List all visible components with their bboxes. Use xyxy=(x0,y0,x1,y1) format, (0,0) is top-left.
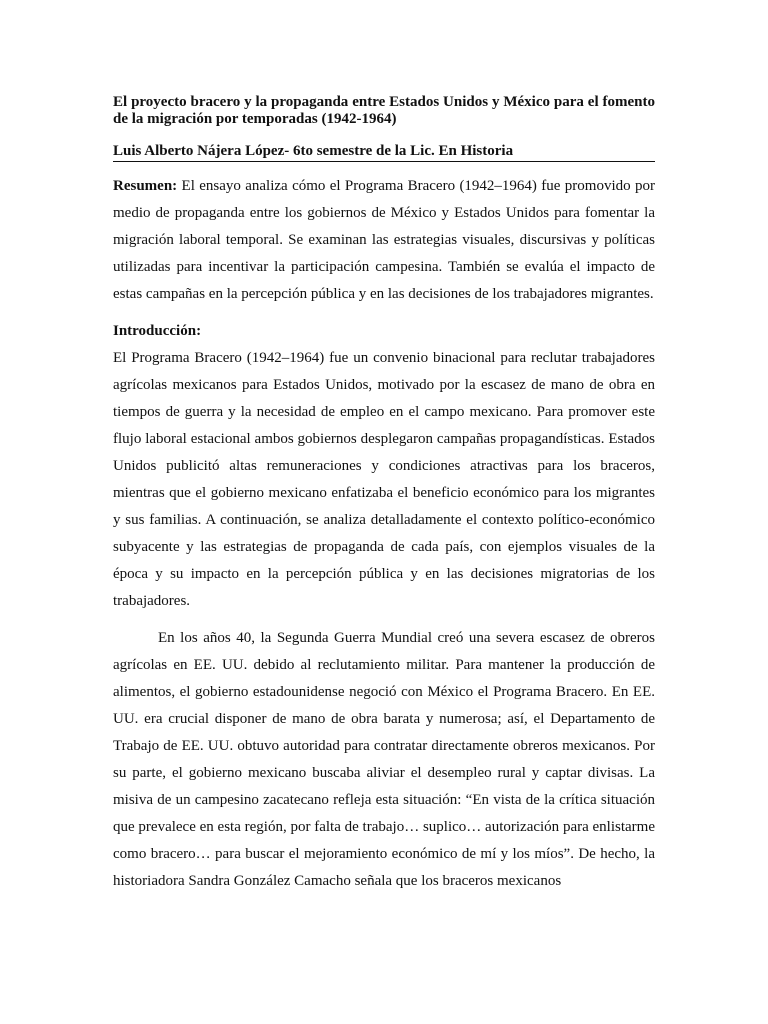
abstract-text: El ensayo analiza cómo el Programa Bracero (1942–1964) fue promovido por medio de propaganda entre los gobiernos de México y Estados Unidos para fomentar la migración laboral temporal. Se examinan las estrategias visuales, discursivas y políticas utilizadas para incentivar la participación campesina. También se evalúa el impacto de estas campañas en la percepción pública y en las decisiones de los trabajadores migrantes. xyxy=(113,178,655,302)
introduction-paragraph: El Programa Bracero (1942–1964) fue un convenio binacional para reclutar trabajadores agrícolas mexicanos para Estados Unidos, motivado por la escasez de mano de obra en tiempos de guerra y la necesidad de empleo en el campo mexicano. Para promover este flujo laboral estacional ambos gobiernos desplegaron campañas propagandísticas. Estados Unidos publicitó altas remuneraciones y condiciones atractivas para los braceros, mientras que el gobierno mexicano enfatizaba el beneficio económico para los migrantes y sus familias. A continuación, se analiza detalladamente el contexto político-económico subyacente y las estrategias de propaganda de cada país, con ejemplos visuales de la época y su impacto en la percepción pública y en las decisiones migratorias de los trabajadores. xyxy=(113,350,655,609)
abstract-label: Resumen: xyxy=(113,178,178,194)
abstract-paragraph xyxy=(113,173,655,308)
body-paragraph: En los años 40, la Segunda Guerra Mundial creó una severa escasez de obreros agrícolas en EE. UU. debido al reclutamiento militar. Para mantener la producción de alimentos, el gobierno estadounidense negoció con México el Programa Bracero. En EE. UU. era crucial disponer de mano de obra barata y numerosa; así, el Departamento de Trabajo de EE. UU. obtuvo autoridad para contratar directamente obreros mexicanos. Por su parte, el gobierno mexicano buscaba aliviar el desempleo rural y captar divisas. La misiva de un campesino zacatecano refleja esta situación: “En vista de la crítica situación que prevalece en esta región, por falta de trabajo… suplico… autorización para enlistarme como bracero… para buscar el mejoramiento económico de mí y los míos”. De hecho, la historiadora Sandra González Camacho señala que los braceros mexicanos xyxy=(113,630,655,889)
document-page xyxy=(113,94,655,895)
author-line: Luis Alberto Nájera López- 6to semestre de la Lic. En Historia xyxy=(113,143,655,162)
document-title: El proyecto bracero y la propaganda entre Estados Unidos y México para el fomento de la migración por temporadas (1942-1964) xyxy=(113,94,655,127)
introduction-heading: Introducción: xyxy=(113,323,202,339)
